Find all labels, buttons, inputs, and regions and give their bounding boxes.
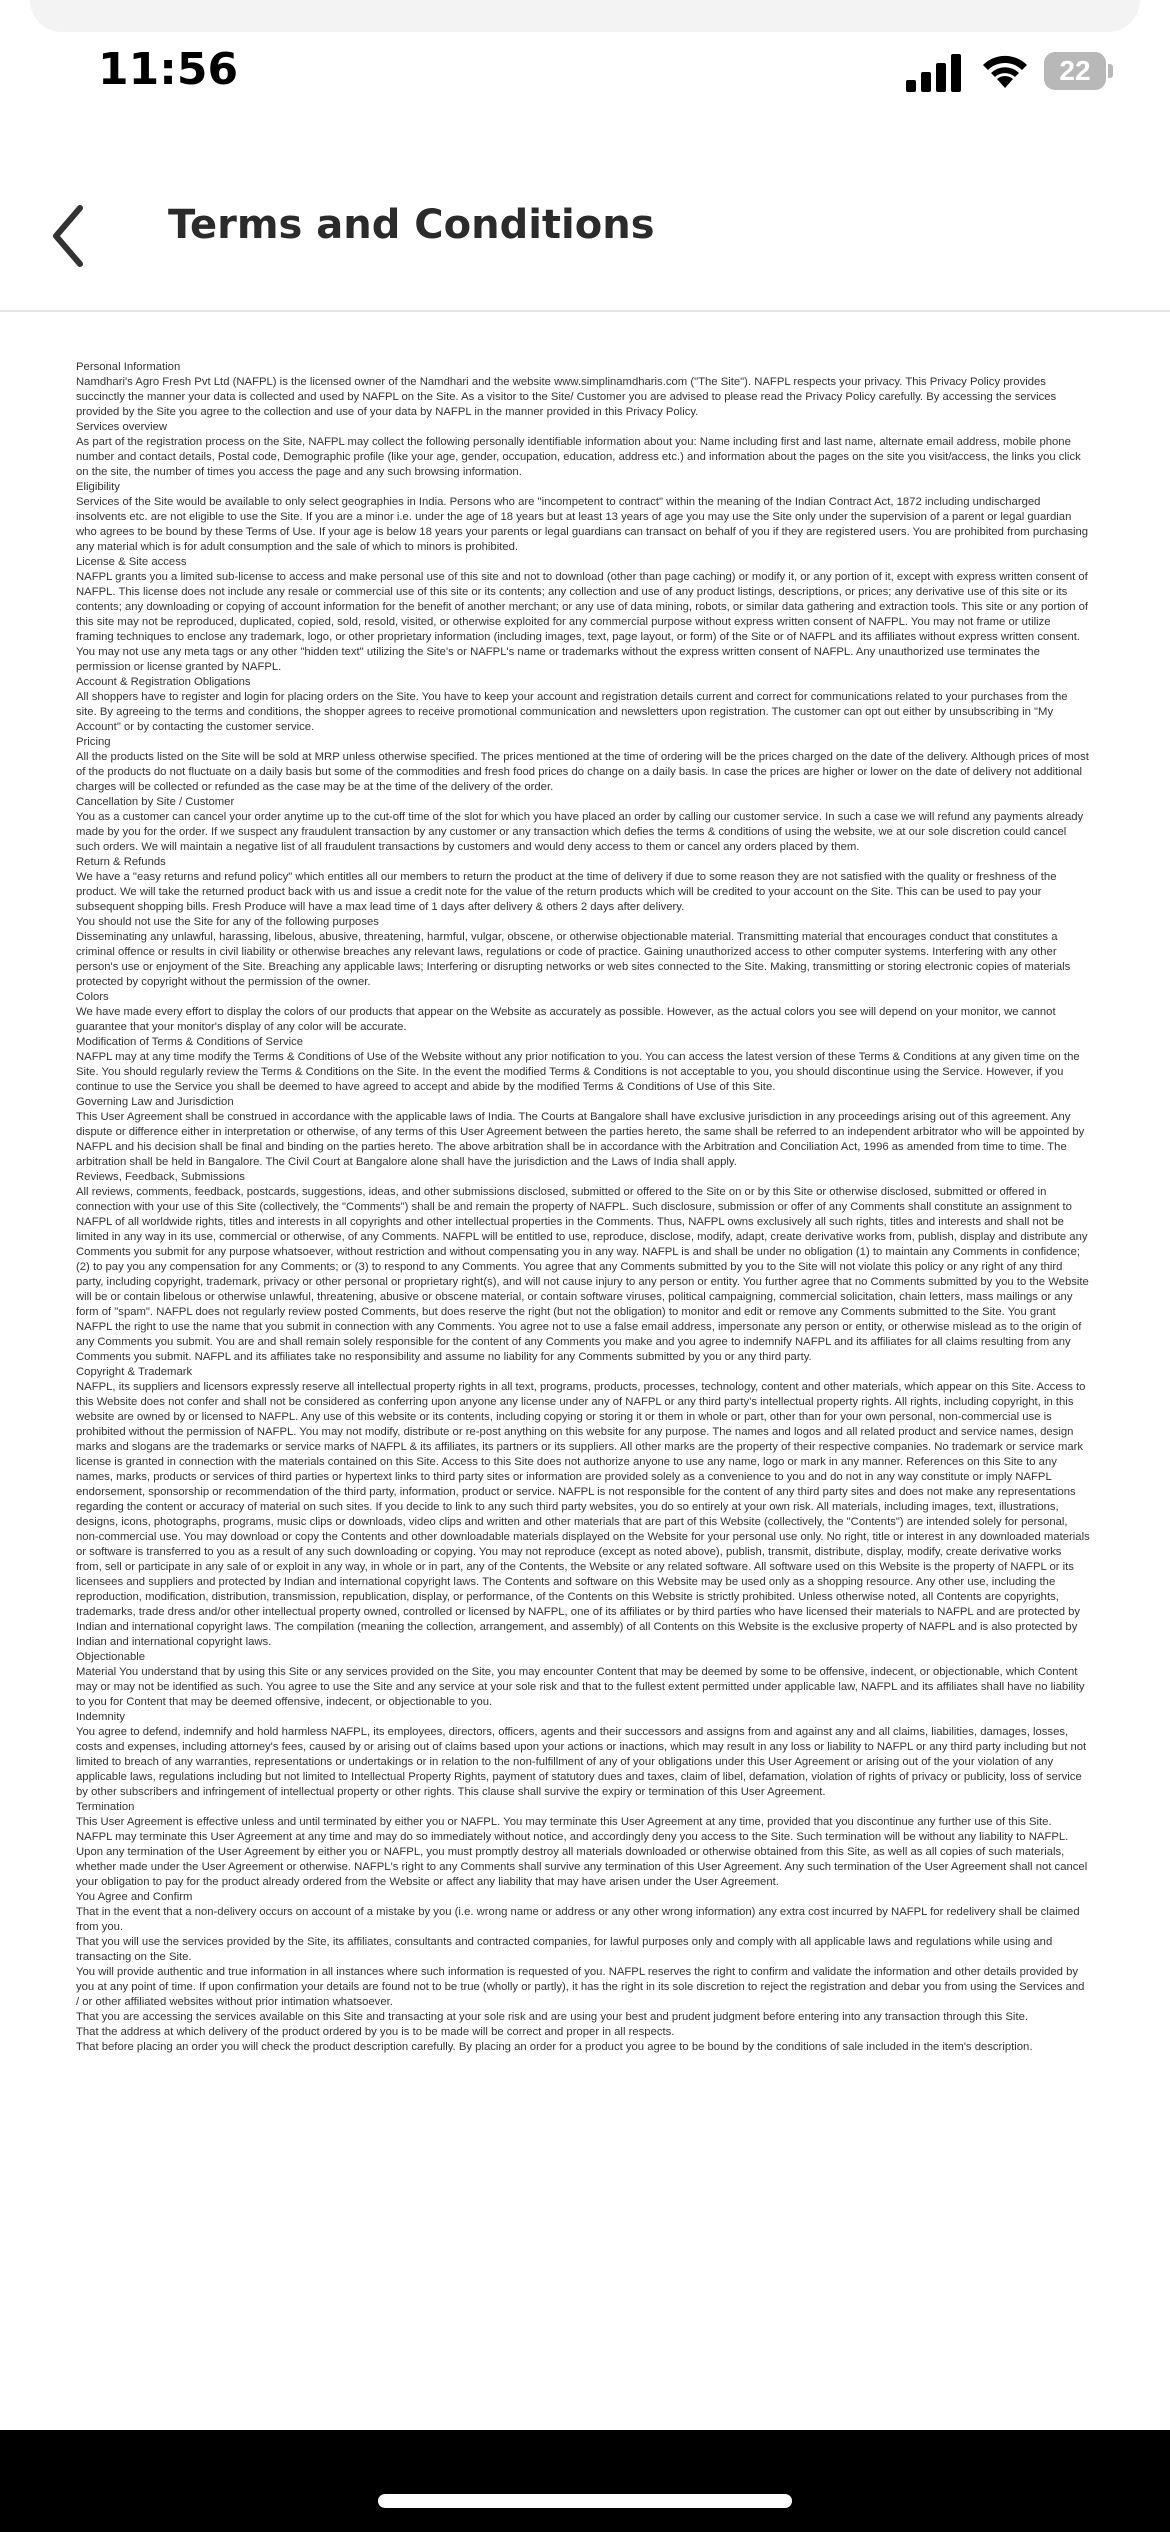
terms-paragraph: Cancellation by Site / Customer (76, 796, 235, 808)
terms-paragraph: Services overview (76, 421, 168, 433)
terms-paragraph: Reviews, Feedback, Submissions (76, 1171, 245, 1183)
terms-paragraph: NAFPL may at any time modify the Terms & Conditions of Use of the Website without any prior notification to you. You can access the latest version of these Terms & Conditions at any given time on the Site. You should regularly review the Terms & Conditions on the Site. In the event the modified Terms & Conditions is not acceptable to you, you should discontinue using the Service. However, if you continue to use the Service you shall be deemed to have agreed to accept and abide by the modified Terms & Conditions of Use of this Site. (76, 1051, 1080, 1093)
terms-paragraph: Namdhari's Agro Fresh Pvt Ltd (NAFPL) is the licensed owner of the Namdhari and the website www.simplinamdharis.com ("The Site"). NAFPL respects your privacy. This Privacy Policy provides succinctly the manner your data is collected and used by NAFPL on the Site. As a visitor to the Site/ Customer you are advised to please read the Privacy Policy carefully. By accessing the services provided by the Site you agree to the collection and use of your data by NAFPL in the manner provided in this Privacy Policy. (76, 376, 1057, 418)
terms-paragraph: This User Agreement shall be construed in accordance with the applicable laws of India. The Courts at Bangalore shall have exclusive jurisdiction in any proceedings arising out of this agreement. Any dispute or difference either in interpretation or otherwise, of any terms of this User Agreement between the parties hereto, the same shall be referred to an independent arbitrator who will be appointed by NAFPL and his decision shall be final and binding on the parties hereto. The above arbitration shall be in accordance with the Arbitration and Conciliation Act, 1996 as amended from time to time. The arbitration shall be held in Bangalore. The Civil Court at Bangalore alone shall have the jurisdiction and the Laws of India shall apply. (76, 1111, 1085, 1168)
terms-paragraph: Disseminating any unlawful, harassing, libelous, abusive, threatening, harmful, vulgar, obscene, or otherwise objectionable material. Transmitting material that encourages conduct that constitutes a criminal offence or results in civil liability or otherwise breaches any relevant laws, regulations or code of practice. Gaining unauthorized access to other computer systems. Interfering with any other person's use or enjoyment of the Site. Breaching any applicable laws; Interfering or disrupting networks or web sites connected to the Site. Making, transmitting or storing electronic copies of materials protected by copyright without the permission of the owner. (76, 931, 1071, 988)
terms-paragraph: Indemnity (76, 1711, 125, 1723)
navigation-header (0, 170, 1170, 312)
terms-paragraph: Return & Refunds (76, 856, 166, 868)
terms-paragraph: You will provide authentic and true information in all instances where such information is requested of you. NAFPL reserves the right to confirm and validate the information and other details provided by you at any point of time. If upon confirmation your details are found not to be true (wholly or partly), it has the right in its sole discretion to reject the registration and debar you from using the Services and / or other affiliated websites without prior intimation whatsoever. (76, 1966, 1085, 2008)
terms-paragraph: That the address at which delivery of the product ordered by you is to be made will be correct and proper in all respects. (76, 2026, 675, 2038)
terms-content (76, 360, 1090, 2055)
back-button[interactable] (44, 196, 104, 276)
status-bar (0, 0, 1170, 150)
terms-paragraph: Copyright & Trademark (76, 1366, 193, 1378)
terms-paragraph: License & Site access (76, 556, 187, 568)
terms-paragraph: Colors (76, 991, 109, 1003)
terms-paragraph: NAFPL grants you a limited sub-license to access and make personal use of this site and not to download (other than page caching) or modify it, or any portion of it, except with express written consent of NAFPL. This license does not include any resale or commercial use of this site or its contents; any collection and use of any product listings, descriptions, or prices; any derivative use of this site or its contents; any downloading or copying of account information for the benefit of another merchant; or any use of data mining, robots, or similar data gathering and extraction tools. This site or any portion of this site may not be reproduced, duplicated, copied, sold, resold, visited, or otherwise exploited for any commercial purpose without express written consent of NAFPL. You may not frame or utilize framing techniques to enclose any trademark, logo, or other proprietary information (including images, text, page layout, or form) of the Site or of NAFPL and its affiliates without express written consent. You may not use any meta tags or any other "hidden text" utilizing the Site's or NAFPL's name or trademarks without the express written consent of NAFPL. Any unauthorized use terminates the permission or license granted by NAFPL. (76, 571, 1089, 673)
cellular-signal-icon (906, 52, 962, 92)
terms-paragraph: Governing Law and Jurisdiction (76, 1096, 234, 1108)
terms-paragraph: Services of the Site would be available to only select geographies in India. Persons who are "incompetent to contract" within the meaning of the Indian Contract Act, 1872 including undischarged insolvents etc. are not eligible to use the Site. If you are a minor i.e. under the age of 18 years but at least 13 years of age you may use the Site only under the supervision of a parent or legal guardian who agrees to be bound by these Terms of Use. If your age is below 18 years your parents or legal guardians can transact on behalf of you if they are registered users. You are prohibited from purchasing any material which is for adult consumption and the sale of which to minors is prohibited. (76, 496, 1089, 553)
page-title: Terms and Conditions (168, 202, 655, 248)
terms-paragraph: All shoppers have to register and login for placing orders on the Site. You have to keep your account and registration details current and correct for communications related to your purchases from the site. By agreeing to the terms and conditions, the shopper agrees to receive promotional communication and newsletters upon registration. The customer can opt out either by unsubscribing in "My Account" or by contacting the customer service. (76, 691, 1068, 733)
terms-paragraph: NAFPL, its suppliers and licensors expressly reserve all intellectual property rights in all text, programs, products, processes, technology, content and other materials, which appear on this Site. Access to this Website does not confer and shall not be considered as conferring upon anyone any license under any of NAFPL or any third party's intellectual property rights. All rights, including copyright, in this website are owned by or licensed to NAFPL. Any use of this website or its contents, including copying or storing it or them in whole or part, other than for your own personal, non-commercial use is prohibited without the permission of NAFPL. You may not modify, distribute or re-post anything on this website for any purpose. The names and logos and all related product and service names, design marks and slogans are the trademarks or service marks of NAFPL & its affiliates, its partners or its suppliers. All other marks are the property of their respective companies. No trademark or service mark license is granted in connection with the materials contained on this Site. Access to this Site does not authorize anyone to use any name, logo or mark in any manner. References on this Site to any names, marks, products or services of third parties or hypertext links to third party sites or information are provided solely as a convenience to you and do not in any way constitute or imply NAFPL endorsement, sponsorship or recommendation of the third party, information, product or service. NAFPL is not responsible for the content of any third party sites and does not make any representations regarding the content or accuracy of material on such sites. If you decide to link to any such third party websites, you do so entirely at your own risk. All materials, including images, text, illustrations, designs, icons, photographs, programs, music clips or downloads, video clips and written and other materials that are part of this Website (collectively, the "Contents") are intended solely for personal, non-commercial use. You may download or copy the Contents and other downloadable materials displayed on the Website for your personal use only. No right, title or interest in any downloaded materials or software is transferred to you as a result of any such downloading or copying. You may not reproduce (except as noted above), publish, transmit, distribute, display, modify, create derivative works from, sell or participate in any sale of or exploit in any way, in whole or in part, any of the Contents, the Website or any related software. All software used on this Website is the property of NAFPL or its licensees and suppliers and protected by Indian and international copyright laws. The Contents and software on this Website may be used only as a shopping resource. Any other use, including the reproduction, modification, distribution, transmission, republication, display, or performance, of the Contents on this Website is strictly prohibited. Unless otherwise noted, all Contents are copyrights, trademarks, trade dress and/or other intellectual property owned, controlled or licensed by NAFPL, one of its affiliates or by third parties who have licensed their materials to NAFPL and are protected by Indian and international copyright laws. The compilation (meaning the collection, arrangement, and assembly) of all Contents on this Website is the exclusive property of NAFPL and is also protected by Indian and international copyright laws. (76, 1381, 1090, 1648)
chevron-left-icon (44, 196, 104, 276)
battery-icon (1044, 52, 1114, 90)
terms-paragraph: Objectionable (76, 1651, 146, 1663)
terms-paragraph: All the products listed on the Site will be sold at MRP unless otherwise specified. The prices mentioned at the time of ordering will be the prices charged on the date of the delivery. Although prices of most of the products do not fluctuate on a daily basis but some of the commodities and fresh food prices do change on a daily basis. In case the prices are higher or lower on the date of delivery not additional charges will be collected or refunded as the case may be at the time of the delivery of the order. (76, 751, 1089, 793)
terms-paragraph: That before placing an order you will check the product description carefully. By placing an order for a product you agree to be bound by the conditions of sale included in the item's description. (76, 2041, 1033, 2053)
terms-paragraph: That you are accessing the services available on this Site and transacting at your sole risk and are using your best and prudent judgment before entering into any transaction through this Site. (76, 2011, 1029, 2023)
battery-level: 22 (1059, 55, 1091, 86)
home-indicator[interactable] (378, 2494, 792, 2508)
terms-paragraph: We have a "easy returns and refund policy" which entitles all our members to return the product at the time of delivery if due to some reason they are not satisfied with the quality or freshness of the product. We will take the returned product back with us and issue a credit note for the value of the return products which will be credited to your account on the Site. This can be used to pay your subsequent shopping bills. Fresh Produce will have a max lead time of 1 days after delivery & others 2 days after delivery. (76, 871, 1057, 913)
terms-paragraph: Modification of Terms & Conditions of Service (76, 1036, 304, 1048)
terms-paragraph: Personal Information (76, 361, 181, 373)
terms-paragraph: All reviews, comments, feedback, postcards, suggestions, ideas, and other submissions disclosed, submitted or offered to the Site on or by this Site or otherwise disclosed, submitted or offered in connection with your use of this Site (collectively, the "Comments") shall be and remain the property of NAFPL. Such disclosure, submission or offer of any Comments shall constitute an assignment to NAFPL of all worldwide rights, titles and interests in all copyrights and other intellectual properties in the Comments. Thus, NAFPL owns exclusively all such rights, titles and interests and shall not be limited in any way in its use, commercial or otherwise, of any Comments. NAFPL will be entitled to use, reproduce, disclose, modify, adapt, create derivative works from, publish, display and distribute any Comments you submit for any purpose whatsoever, without restriction and without compensating you in any way. NAFPL is and shall be under no obligation (1) to maintain any Comments in confidence; (2) to pay you any compensation for any Comments; or (3) to respond to any Comments. You agree that any Comments submitted by you to the Site will not violate this policy or any right of any third party, including copyright, trademark, privacy or other personal or proprietary right(s), and will not cause injury to any person or entity. You further agree that no Comments submitted by you to the Website will be or contain libelous or otherwise unlawful, threatening, abusive or obscene material, or contain software viruses, political campaigning, commercial solicitation, chain letters, mass mailings or any form of "spam". NAFPL does not regularly review posted Comments, but does reserve the right (but not the obligation) to monitor and edit or remove any Comments submitted to the Site. You grant NAFPL the right to use the name that you submit in connection with any Comments. You agree not to use a false email address, impersonate any person or entity, or otherwise mislead as to the origin of any Comments you submit. You are and shall remain solely responsible for the content of any Comments you make and you agree to indemnify NAFPL and its affiliates for all claims resulting from any Comments you submit. NAFPL and its affiliates take no responsibility and assume no liability for any Comments submitted by you or any third party. (76, 1186, 1089, 1363)
terms-paragraph: You agree to defend, indemnify and hold harmless NAFPL, its employees, directors, officers, agents and their successors and assigns from and against any and all claims, liabilities, damages, losses, costs and expenses, including attorney's fees, caused by or arising out of claims based upon your actions or inactions, which may result in any loss or liability to NAFPL or any third party including but not limited to breach of any warranties, representations or undertakings or in relation to the non-fulfillment of any of your obligations under this User Agreement or arising out of the your violation of any applicable laws, regulations including but not limited to Intellectual Property Rights, payment of statutory dues and taxes, claim of libel, defamation, violation of rights of privacy or publicity, loss of service by other subscribers and infringement of intellectual property or other rights. This clause shall survive the expiry or termination of this User Agreement. (76, 1726, 1087, 1798)
terms-paragraph: Pricing (76, 736, 111, 748)
terms-paragraph: This User Agreement is effective unless and until terminated by either you or NAFPL. You may terminate this User Agreement at any time, provided that you discontinue any further use of this Site. NAFPL may terminate this User Agreement at any time and may do so immediately without notice, and accordingly deny you access to the Site. Such termination will be without any liability to NAFPL. Upon any termination of the User Agreement by either you or NAFPL, you must promptly destroy all materials downloaded or otherwise obtained from this Site, as well as all copies of such materials, whether made under the User Agreement or otherwise. NAFPL's right to any Comments shall survive any termination of this User Agreement. Any such termination of the User Agreement shall not cancel your obligation to pay for the product already ordered from the Website or affect any liability that may have arisen under the User Agreement. (76, 1816, 1088, 1888)
terms-paragraph: As part of the registration process on the Site, NAFPL may collect the following personally identifiable information about you: Name including first and last name, alternate email address, mobile phone number and contact details, Postal code, Demographic profile (like your age, gender, occupation, education, address etc.) and information about the pages on the site you visit/access, the links you click on the site, the number of times you access the page and any such browsing information. (76, 436, 1081, 478)
terms-paragraph: You Agree and Confirm (76, 1891, 193, 1903)
status-time: 11:56 (98, 44, 239, 95)
terms-paragraph: You as a customer can cancel your order anytime up to the cut-off time of the slot for which you have placed an order by calling our customer service. In such a case we will refund any payments already made by you for the order. If we suspect any fraudulent transaction by any customer or any transaction which defies the terms & conditions of using the website, we at our sole discretion could cancel such orders. We will maintain a negative list of all fraudulent transactions by customers and would deny access to them or cancel any orders placed by them. (76, 811, 1084, 853)
terms-paragraph: You should not use the Site for any of the following purposes (76, 916, 379, 928)
terms-paragraph: Eligibility (76, 481, 120, 493)
home-indicator-area (0, 2430, 1170, 2532)
terms-paragraph: That in the event that a non-delivery occurs on account of a mistake by you (i.e. wrong name or address or any other wrong information) any extra cost incurred by NAFPL for redelivery shall be claimed from you. (76, 1906, 1080, 1933)
terms-paragraph: That you will use the services provided by the Site, its affiliates, consultants and contracted companies, for lawful purposes only and comply with all applicable laws and regulations while using and transacting on the Site. (76, 1936, 1053, 1963)
terms-paragraph: We have made every effort to display the colors of our products that appear on the Website as accurately as possible. However, as the actual colors you see will depend on your monitor, we cannot guarantee that your monitor's display of any color will be accurate. (76, 1006, 1056, 1033)
wifi-icon (980, 50, 1030, 90)
terms-paragraph: Termination (76, 1801, 135, 1813)
terms-paragraph: Account & Registration Obligations (76, 676, 251, 688)
terms-paragraph: Material You understand that by using this Site or any services provided on the Site, you may encounter Content that may be deemed by some to be offensive, indecent, or objectionable, which Content may or may not be identified as such. You agree to use the Site and any service at your sole risk and that to the fullest extent permitted under applicable law, NAFPL and its affiliates shall have no liability to you for Content that may be deemed offensive, indecent, or objectionable to you. (76, 1666, 1085, 1708)
